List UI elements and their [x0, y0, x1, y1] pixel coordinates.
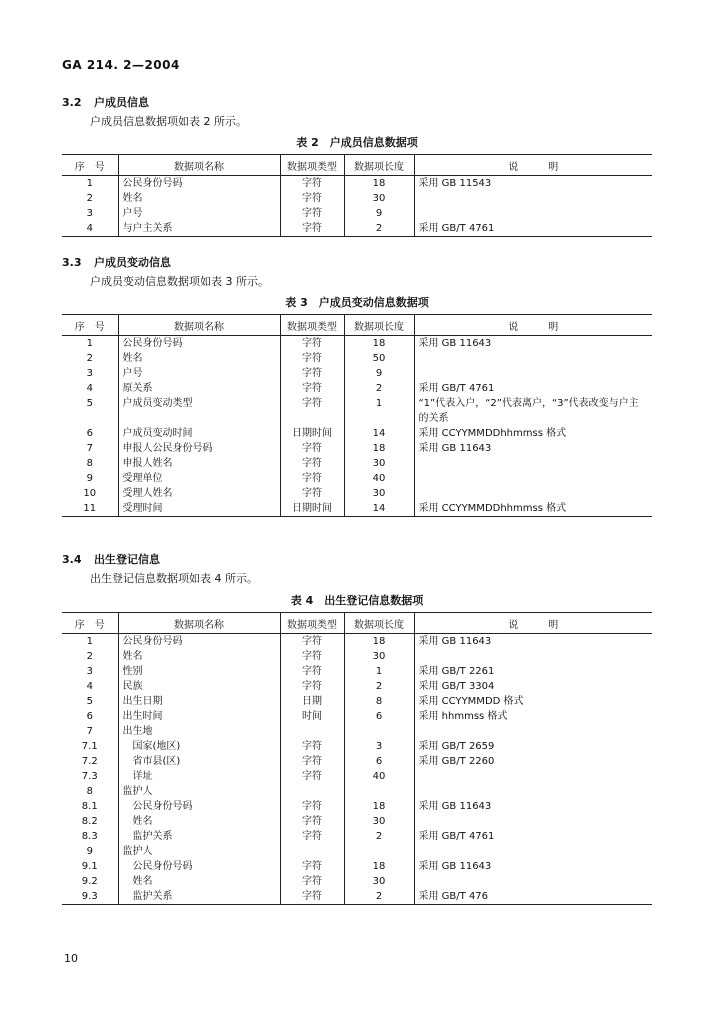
table-header-row [62, 613, 652, 634]
cell-col-item-name: 申报人姓名 [118, 456, 280, 471]
cell-col-remarks: 采用 GB/T 2260 [414, 754, 652, 769]
cell-col-item-name: 出生时间 [118, 709, 280, 724]
table-row [62, 694, 652, 709]
header-col-item-name: 数据项名称 [118, 155, 280, 176]
section-heading-3-2 [62, 94, 149, 110]
cell-col-type: 字符 [280, 649, 344, 664]
cell-col-serial: 7 [86, 726, 93, 737]
cell-col-serial: 10 [83, 488, 97, 499]
cell-col-remarks [414, 456, 652, 471]
cell-col-type: 日期时间 [280, 426, 344, 441]
table-4 [62, 612, 652, 905]
cell-col-item-name: 姓名 [118, 649, 280, 664]
cell-col-item-name: 户成员变动类型 [118, 396, 280, 426]
cell-col-item-name: 公民身份号码 [118, 859, 280, 874]
cell-col-type: 字符 [280, 799, 344, 814]
section-intro-3-4: 出生登记信息数据项如表 4 所示。 [90, 572, 258, 585]
cell-col-remarks: 采用 CCYYMMDDhhmmss 格式 [414, 426, 652, 441]
cell-col-item-name: 监护关系 [118, 889, 280, 905]
table-header-row [62, 155, 652, 176]
cell-col-item-name: 国家(地区) [118, 739, 280, 754]
cell-col-item-name: 姓名 [118, 351, 280, 366]
table-row [62, 769, 652, 784]
cell-col-serial: 2 [86, 193, 93, 204]
table-row [62, 649, 652, 664]
cell-col-serial: 1 [86, 636, 93, 647]
cell-col-length: 2 [344, 829, 414, 844]
header-col-length: 数据项长度 [344, 315, 414, 336]
header-col-item-name: 数据项名称 [118, 613, 280, 634]
cell-col-item-name: 受理单位 [118, 471, 280, 486]
cell-col-item-name: 申报人公民身份号码 [118, 441, 280, 456]
cell-col-remarks: 采用 GB 11643 [414, 336, 652, 352]
header-col-type: 数据项类型 [280, 613, 344, 634]
section-title: 出生登记信息 [94, 553, 160, 566]
cell-col-remarks: 采用 GB/T 2261 [414, 664, 652, 679]
cell-col-type: 字符 [280, 351, 344, 366]
cell-col-serial: 9.1 [81, 861, 98, 872]
cell-col-serial: 3 [86, 368, 93, 379]
cell-col-serial: 1 [86, 338, 93, 349]
table-row [62, 874, 652, 889]
cell-col-type: 字符 [280, 221, 344, 237]
header-col-length: 数据项长度 [344, 613, 414, 634]
table-header-row [62, 315, 652, 336]
cell-col-type: 字符 [280, 754, 344, 769]
cell-col-remarks [414, 784, 652, 799]
cell-col-length: 40 [344, 471, 414, 486]
table-row [62, 191, 652, 206]
cell-col-type: 字符 [280, 366, 344, 381]
cell-col-item-name: 姓名 [118, 874, 280, 889]
section-intro-3-3: 户成员变动信息数据项如表 3 所示。 [90, 275, 269, 288]
table-row [62, 221, 652, 237]
cell-col-item-name: 户成员变动时间 [118, 426, 280, 441]
table-row [62, 471, 652, 486]
cell-col-item-name: 户号 [118, 206, 280, 221]
header-col-remarks: 说 明 [414, 613, 652, 634]
header-col-type: 数据项类型 [280, 155, 344, 176]
cell-col-length: 2 [344, 679, 414, 694]
cell-col-serial: 7.2 [81, 756, 98, 767]
cell-col-length: 8 [344, 694, 414, 709]
page-number: 10 [64, 952, 78, 965]
cell-col-length: 18 [344, 799, 414, 814]
cell-col-length [344, 724, 414, 739]
table-row [62, 441, 652, 456]
table-4-caption: 表 4 出生登记信息数据项 [290, 594, 424, 607]
cell-col-remarks [414, 814, 652, 829]
cell-col-serial: 6 [86, 428, 93, 439]
table-row [62, 336, 652, 352]
cell-col-length: 3 [344, 739, 414, 754]
cell-col-item-name: 原关系 [118, 381, 280, 396]
cell-col-remarks: 采用 GB 11643 [414, 859, 652, 874]
cell-col-remarks [414, 206, 652, 221]
cell-col-remarks [414, 844, 652, 859]
cell-col-remarks: 采用 GB 11643 [414, 441, 652, 456]
table-row [62, 426, 652, 441]
section-number: 3.3 [62, 256, 82, 269]
cell-col-remarks [414, 486, 652, 501]
cell-col-remarks [414, 874, 652, 889]
cell-col-length: 2 [344, 889, 414, 905]
section-number: 3.2 [62, 96, 82, 109]
cell-col-remarks [414, 769, 652, 784]
cell-col-length: 9 [344, 366, 414, 381]
cell-col-type [280, 784, 344, 799]
cell-col-length: 2 [344, 381, 414, 396]
cell-col-length: 1 [344, 664, 414, 679]
header-col-type: 数据项类型 [280, 315, 344, 336]
table-row [62, 486, 652, 501]
header-col-item-name: 数据项名称 [118, 315, 280, 336]
cell-col-serial: 9 [86, 473, 93, 484]
cell-col-length: 2 [344, 221, 414, 237]
table-2-caption: 表 2 户成员信息数据项 [296, 136, 418, 149]
cell-col-serial: 3 [86, 666, 93, 677]
cell-col-type: 字符 [280, 441, 344, 456]
table-row [62, 456, 652, 471]
cell-col-type: 字符 [280, 739, 344, 754]
table-row [62, 844, 652, 859]
cell-col-type: 字符 [280, 471, 344, 486]
table-3-caption: 表 3 户成员变动信息数据项 [285, 296, 429, 309]
table-row [62, 664, 652, 679]
cell-col-item-name: 姓名 [118, 191, 280, 206]
cell-col-type: 日期时间 [280, 501, 344, 517]
cell-col-length: 30 [344, 191, 414, 206]
cell-col-item-name: 姓名 [118, 814, 280, 829]
cell-col-serial: 7.1 [81, 741, 98, 752]
cell-col-length: 18 [344, 441, 414, 456]
cell-col-serial: 1 [86, 178, 93, 189]
cell-col-remarks [414, 351, 652, 366]
cell-col-length: 18 [344, 336, 414, 352]
cell-col-type: 字符 [280, 396, 344, 426]
table-row [62, 176, 652, 192]
cell-col-type [280, 844, 344, 859]
cell-col-remarks: 采用 CCYYMMDD 格式 [414, 694, 652, 709]
table-row [62, 366, 652, 381]
cell-col-length: 9 [344, 206, 414, 221]
cell-col-length: 18 [344, 176, 414, 192]
cell-col-remarks [414, 649, 652, 664]
cell-col-item-name: 公民身份号码 [118, 336, 280, 352]
cell-col-serial: 8 [86, 786, 93, 797]
table-row [62, 351, 652, 366]
cell-col-serial: 2 [86, 353, 93, 364]
cell-col-serial: 4 [86, 383, 93, 394]
cell-col-remarks: 采用 hhmmss 格式 [414, 709, 652, 724]
cell-col-type: 字符 [280, 814, 344, 829]
cell-col-remarks: 采用 GB/T 2659 [414, 739, 652, 754]
cell-col-remarks: 采用 GB/T 476 [414, 889, 652, 905]
cell-col-item-name: 与户主关系 [118, 221, 280, 237]
cell-col-type: 字符 [280, 679, 344, 694]
cell-col-remarks: 采用 CCYYMMDDhhmmss 格式 [414, 501, 652, 517]
section-title: 户成员信息 [94, 96, 149, 109]
cell-col-remarks: 采用 GB/T 4761 [414, 829, 652, 844]
table-row [62, 784, 652, 799]
cell-col-type: 字符 [280, 769, 344, 784]
cell-col-remarks: “1”代表入户，“2”代表离户，“3”代表改变与户主的关系 [414, 396, 652, 426]
cell-col-item-name: 受理时间 [118, 501, 280, 517]
table-row [62, 754, 652, 769]
cell-col-item-name: 公民身份号码 [118, 799, 280, 814]
cell-col-remarks: 采用 GB 11643 [414, 634, 652, 650]
cell-col-serial: 7.3 [81, 771, 98, 782]
cell-col-serial: 9.3 [81, 891, 98, 902]
cell-col-type: 字符 [280, 486, 344, 501]
cell-col-serial: 9.2 [81, 876, 98, 887]
header-col-serial: 序 号 [62, 155, 118, 176]
cell-col-serial: 5 [86, 696, 93, 707]
table-3 [62, 314, 652, 517]
cell-col-item-name: 公民身份号码 [118, 176, 280, 192]
header-col-remarks: 说 明 [414, 155, 652, 176]
table-row [62, 814, 652, 829]
cell-col-serial: 8 [86, 458, 93, 469]
cell-col-type: 字符 [280, 889, 344, 905]
cell-col-type: 字符 [280, 456, 344, 471]
cell-col-remarks [414, 724, 652, 739]
cell-col-length: 14 [344, 426, 414, 441]
cell-col-serial: 5 [86, 398, 93, 409]
cell-col-type: 字符 [280, 859, 344, 874]
cell-col-type: 时间 [280, 709, 344, 724]
table-row [62, 634, 652, 650]
section-intro-3-2: 户成员信息数据项如表 2 所示。 [90, 115, 247, 128]
cell-col-remarks: 采用 GB/T 4761 [414, 381, 652, 396]
cell-col-type: 字符 [280, 874, 344, 889]
section-heading-3-3 [62, 254, 171, 270]
table-row [62, 739, 652, 754]
cell-col-remarks: 采用 GB/T 3304 [414, 679, 652, 694]
header-col-serial: 序 号 [62, 315, 118, 336]
cell-col-length: 14 [344, 501, 414, 517]
cell-col-length: 30 [344, 814, 414, 829]
cell-col-item-name: 民族 [118, 679, 280, 694]
cell-col-length: 30 [344, 874, 414, 889]
cell-col-type: 日期 [280, 694, 344, 709]
cell-col-length: 1 [344, 396, 414, 426]
section-heading-3-4 [62, 551, 160, 567]
cell-col-length [344, 784, 414, 799]
table-row [62, 724, 652, 739]
table-row [62, 679, 652, 694]
cell-col-serial: 8.2 [81, 816, 98, 827]
header-col-serial: 序 号 [62, 613, 118, 634]
table-row [62, 859, 652, 874]
cell-col-remarks: 采用 GB 11643 [414, 799, 652, 814]
cell-col-length: 30 [344, 456, 414, 471]
cell-col-serial: 4 [86, 223, 93, 234]
cell-col-type: 字符 [280, 664, 344, 679]
cell-col-type: 字符 [280, 634, 344, 650]
cell-col-item-name: 详址 [118, 769, 280, 784]
cell-col-remarks: 采用 GB 11543 [414, 176, 652, 192]
table-row [62, 829, 652, 844]
section-title: 户成员变动信息 [94, 256, 171, 269]
table-2 [62, 154, 652, 237]
cell-col-serial: 2 [86, 651, 93, 662]
cell-col-remarks: 采用 GB/T 4761 [414, 221, 652, 237]
cell-col-type: 字符 [280, 206, 344, 221]
table-row [62, 799, 652, 814]
cell-col-type: 字符 [280, 336, 344, 352]
cell-col-length: 18 [344, 859, 414, 874]
cell-col-serial: 8.1 [81, 801, 98, 812]
cell-col-item-name: 出生地 [118, 724, 280, 739]
cell-col-type [280, 724, 344, 739]
cell-col-serial: 7 [86, 443, 93, 454]
cell-col-item-name: 户号 [118, 366, 280, 381]
cell-col-length: 40 [344, 769, 414, 784]
cell-col-length: 18 [344, 634, 414, 650]
cell-col-type: 字符 [280, 176, 344, 192]
table-row [62, 889, 652, 905]
table-row [62, 396, 652, 426]
cell-col-item-name: 性别 [118, 664, 280, 679]
standard-code: GA 214. 2—2004 [62, 58, 180, 72]
cell-col-length: 50 [344, 351, 414, 366]
cell-col-length: 6 [344, 754, 414, 769]
cell-col-remarks [414, 366, 652, 381]
cell-col-length: 6 [344, 709, 414, 724]
header-col-remarks: 说 明 [414, 315, 652, 336]
cell-col-length: 30 [344, 649, 414, 664]
cell-col-item-name: 监护人 [118, 844, 280, 859]
table-row [62, 501, 652, 517]
cell-col-item-name: 受理人姓名 [118, 486, 280, 501]
cell-col-remarks [414, 471, 652, 486]
cell-col-item-name: 监护人 [118, 784, 280, 799]
cell-col-type: 字符 [280, 381, 344, 396]
table-row [62, 709, 652, 724]
header-col-length: 数据项长度 [344, 155, 414, 176]
cell-col-length [344, 844, 414, 859]
cell-col-item-name: 省市县(区) [118, 754, 280, 769]
cell-col-type: 字符 [280, 829, 344, 844]
cell-col-serial: 6 [86, 711, 93, 722]
cell-col-length: 30 [344, 486, 414, 501]
table-row [62, 206, 652, 221]
cell-col-type: 字符 [280, 191, 344, 206]
cell-col-serial: 3 [86, 208, 93, 219]
cell-col-serial: 8.3 [81, 831, 98, 842]
cell-col-serial: 9 [86, 846, 93, 857]
table-row [62, 381, 652, 396]
cell-col-item-name: 出生日期 [118, 694, 280, 709]
section-number: 3.4 [62, 553, 82, 566]
cell-col-remarks [414, 191, 652, 206]
cell-col-item-name: 监护关系 [118, 829, 280, 844]
cell-col-serial: 11 [83, 503, 97, 514]
cell-col-item-name: 公民身份号码 [118, 634, 280, 650]
cell-col-serial: 4 [86, 681, 93, 692]
